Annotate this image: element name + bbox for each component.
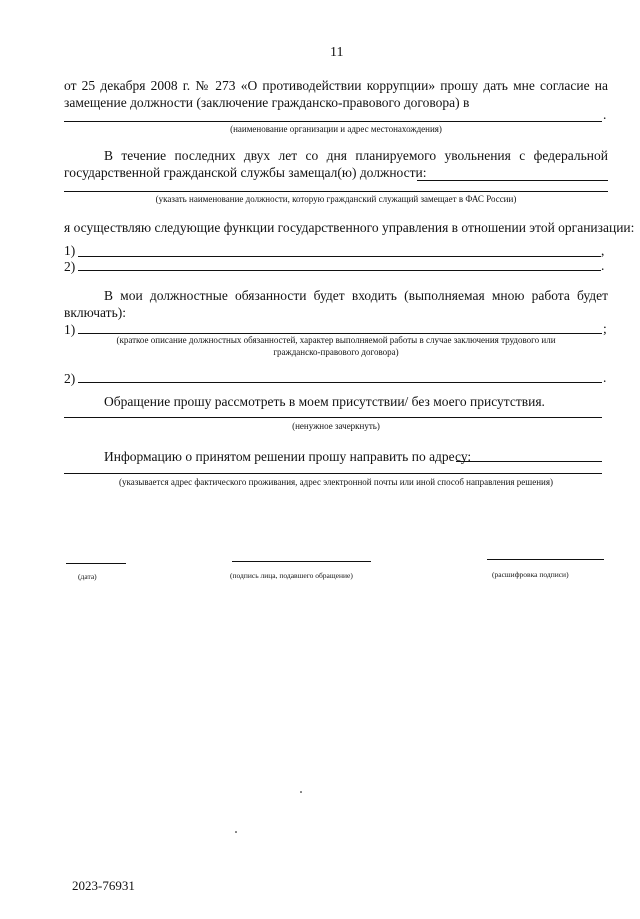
signature-decoding-caption: (расшифровка подписи) — [492, 570, 569, 579]
duties-item-1-end: ; — [603, 321, 607, 336]
date-line[interactable] — [66, 563, 126, 564]
footer-code: 2023-76931 — [72, 878, 135, 893]
presence-caption: (ненужное зачеркнуть) — [292, 421, 380, 431]
duties-line-1: В мои должностные обязанности будет входить (выполняемая мною работа будет — [104, 288, 608, 303]
scan-speck — [300, 791, 302, 793]
duties-item-2-end: . — [603, 370, 607, 385]
scan-speck — [235, 831, 237, 833]
presence-line-1: Обращение прошу рассмотреть в моем присутствии/ без моего присутствия. — [104, 394, 545, 409]
organization-line-end: . — [603, 107, 607, 122]
functions-item-2-line[interactable] — [78, 270, 601, 271]
duties-item-1-line[interactable] — [78, 333, 602, 334]
functions-line-1: я осуществляю следующие функции государственного управления в отношении этой организации: — [64, 220, 635, 235]
positions-line-1: В течение последних двух лет со дня планируемого увольнения с федеральной — [104, 148, 608, 163]
positions-input-line-a[interactable] — [417, 180, 608, 181]
functions-item-1-end: , — [601, 243, 605, 258]
date-caption: (дата) — [78, 572, 97, 581]
duties-caption-line-2: гражданско-правового договора) — [273, 347, 399, 357]
signature-caption: (подпись лица, подавшего обращение) — [230, 571, 353, 580]
signature-line[interactable] — [232, 561, 371, 562]
address-line-1: Информацию о принятом решении прошу направить по адресу: — [104, 449, 472, 464]
address-caption: (указывается адрес фактического проживания, адрес электронной почты или иной способ направления решения) — [119, 477, 553, 487]
address-input-line-b[interactable] — [64, 473, 602, 474]
functions-item-1-line[interactable] — [78, 256, 601, 257]
duties-caption-line-1: (краткое описание должностных обязанностей, характер выполняемой работы в случае заключения трудового или — [116, 335, 556, 345]
intro-line-1: от 25 декабря 2008 г. № 273 «О противодействии коррупции» прошу дать мне согласие на — [64, 78, 608, 93]
functions-item-2-number: 2) — [64, 259, 76, 274]
duties-item-1-number: 1) — [64, 322, 76, 337]
address-input-line-a[interactable] — [456, 461, 602, 462]
organization-caption: (наименование организации и адрес местонахождения) — [230, 124, 442, 134]
functions-item-2-end: . — [601, 258, 605, 273]
positions-input-line-b[interactable] — [64, 191, 608, 192]
positions-line-2: государственной гражданской службы замещал(ю) должности: — [64, 165, 427, 180]
organization-input-line[interactable] — [64, 121, 602, 122]
signature-decoding-line[interactable] — [487, 559, 604, 560]
page-number: 11 — [330, 45, 344, 60]
intro-line-2: замещение должности (заключение гражданско-правового договора) в — [64, 95, 470, 110]
positions-caption: (указать наименование должности, которую гражданский служащий замещает в ФАС России) — [155, 194, 517, 204]
presence-input-line[interactable] — [64, 417, 602, 418]
duties-item-2-line[interactable] — [78, 382, 602, 383]
duties-item-2-number: 2) — [64, 371, 76, 386]
duties-line-2: включать): — [64, 305, 126, 320]
functions-item-1-number: 1) — [64, 243, 76, 258]
